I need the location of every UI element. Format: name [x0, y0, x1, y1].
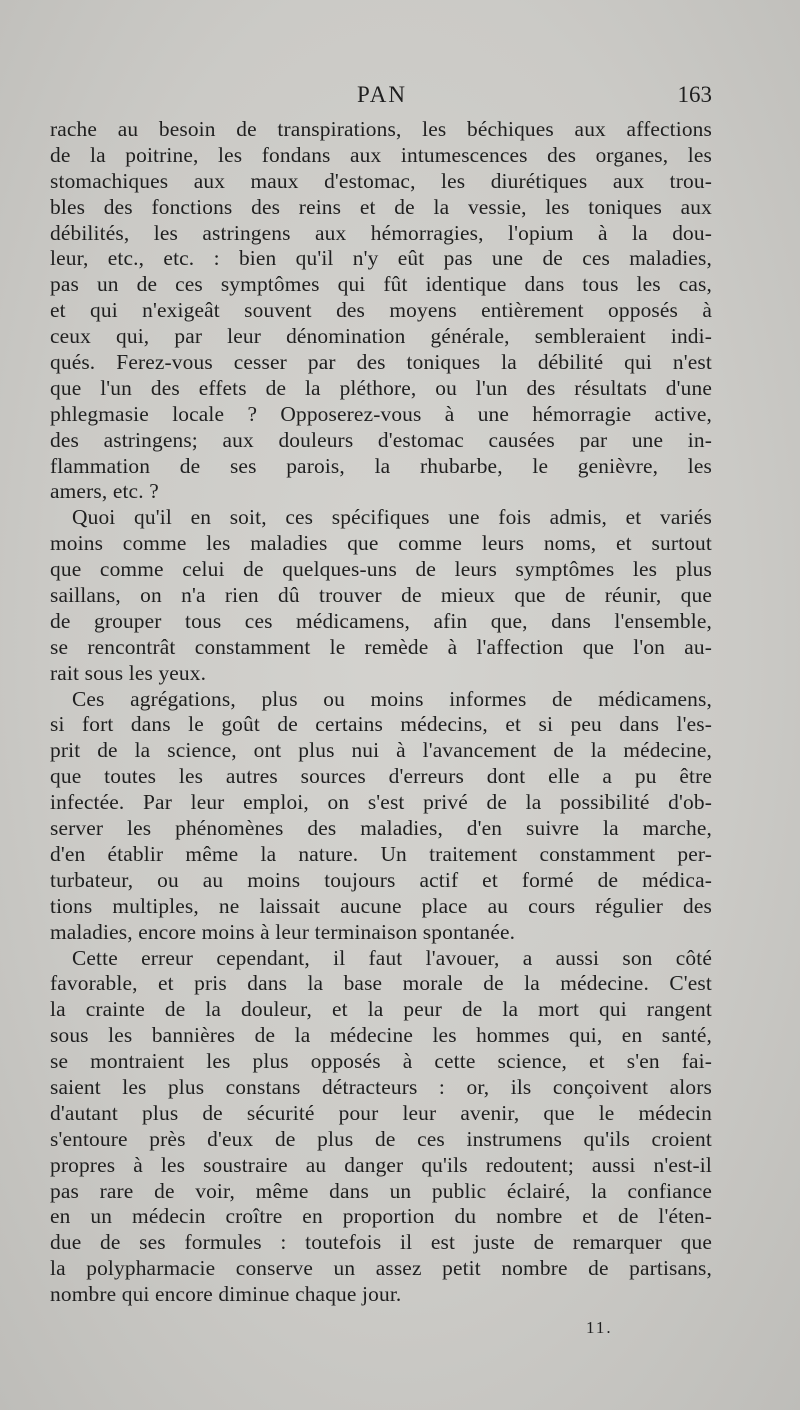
text-line: phlegmasie locale ? Opposerez-vous à une hémorragie active,	[50, 401, 712, 426]
text-line: ceux qui, par leur dénomination générale, sembleraient indi-	[50, 324, 712, 349]
text-line: débilités, les astringens aux hémorragies, l'opium à la dou-	[50, 220, 712, 245]
text-line: pas un de ces symptômes qui fût identique dans tous les cas,	[50, 272, 712, 297]
text-line: tions multiples, ne laissait aucune place au cours régulier des	[50, 893, 712, 918]
text-line: amers, etc. ?	[50, 479, 159, 504]
text-line: de grouper tous ces médicamens, afin que, dans l'ensemble,	[50, 608, 712, 633]
text-line: favorable, et pris dans la base morale de la médecine. C'est	[50, 971, 712, 996]
text-line: stomachiques aux maux d'estomac, les diurétiques aux trou-	[50, 168, 712, 193]
text-line: saient les plus constans détracteurs : or, ils conçoivent alors	[50, 1074, 712, 1099]
text-line: flammation de ses parois, la rhubarbe, le genièvre, les	[50, 453, 712, 478]
text-line: en un médecin croître en proportion du nombre et de l'éten-	[50, 1204, 712, 1229]
text-line: rache au besoin de transpirations, les béchiques aux affections	[50, 117, 712, 141]
text-line: turbateur, ou au moins toujours actif et formé de médica-	[50, 867, 712, 892]
text-line: bles des fonctions des reins et de la vessie, les toniques aux	[50, 194, 712, 219]
text-line: saillans, on n'a rien dû trouver de mieux que de réunir, que	[50, 583, 712, 608]
text-line: la polypharmacie conserve un assez petit nombre de partisans,	[50, 1256, 712, 1281]
text-line: la crainte de la douleur, et la peur de la mort qui rangent	[50, 997, 712, 1022]
signature-mark: 11.	[586, 1318, 613, 1337]
text-line: Ces agrégations, plus ou moins informes de médicamens,	[72, 686, 712, 711]
text-line: infectée. Par leur emploi, on s'est privé de la possibilité d'ob-	[50, 790, 712, 815]
text-line: se rencontrât constamment le remède à l'affection que l'on au-	[50, 634, 712, 659]
text-line: et qui n'exigeât souvent des moyens entièrement opposés à	[50, 298, 712, 323]
text-line: nombre qui encore diminue chaque jour.	[50, 1282, 402, 1307]
text-line: se montraient les plus opposés à cette science, et s'en fai-	[50, 1049, 712, 1074]
text-line: due de ses formules : toutefois il est juste de remarquer que	[50, 1230, 712, 1255]
text-line: des astringens; aux douleurs d'estomac causées par une in-	[50, 427, 712, 452]
text-line: prit de la science, ont plus nui à l'avancement de la médecine,	[50, 738, 712, 763]
text-line: sous les bannières de la médecine les hommes qui, en santé,	[50, 1023, 712, 1048]
page-number: 163	[677, 82, 712, 107]
body-text	[50, 117, 712, 1308]
text-line: pas rare de voir, même dans un public éclairé, la confiance	[50, 1178, 712, 1203]
text-line: de la poitrine, les fondans aux intumescences des organes, les	[50, 142, 712, 167]
text-line: que l'un des effets de la pléthore, ou l'un des résultats d'une	[50, 375, 712, 400]
text-line: d'autant plus de sécurité pour leur avenir, que le médecin	[50, 1100, 712, 1125]
text-line: qués. Ferez-vous cesser par des toniques la débilité qui n'est	[50, 350, 712, 375]
text-line: propres à les soustraire au danger qu'ils redoutent; aussi n'est-il	[50, 1152, 712, 1177]
text-line: que toutes les autres sources d'erreurs dont elle a pu être	[50, 764, 712, 789]
text-line: Quoi qu'il en soit, ces spécifiques une fois admis, et variés	[72, 505, 712, 530]
running-head	[52, 82, 712, 118]
text-line: server les phénomènes des maladies, d'en suivre la marche,	[50, 816, 712, 841]
running-title: PAN	[357, 82, 407, 107]
text-line: moins comme les maladies que comme leurs noms, et surtout	[50, 531, 712, 556]
text-line: maladies, encore moins à leur terminaison spontanée.	[50, 919, 516, 944]
text-line: Cette erreur cependant, il faut l'avouer, a aussi son côté	[72, 945, 712, 970]
text-line: s'entoure près d'eux de plus de ces instrumens qu'ils croient	[50, 1126, 712, 1151]
text-line: que comme celui de quelques-uns de leurs symptômes les plus	[50, 557, 712, 582]
text-line: si fort dans le goût de certains médecins, et si peu dans l'es-	[50, 712, 712, 737]
text-line: d'en établir même la nature. Un traitement constamment per-	[50, 841, 712, 866]
text-line: leur, etc., etc. : bien qu'il n'y eût pas une de ces maladies,	[50, 246, 712, 271]
text-line: rait sous les yeux.	[50, 660, 207, 685]
